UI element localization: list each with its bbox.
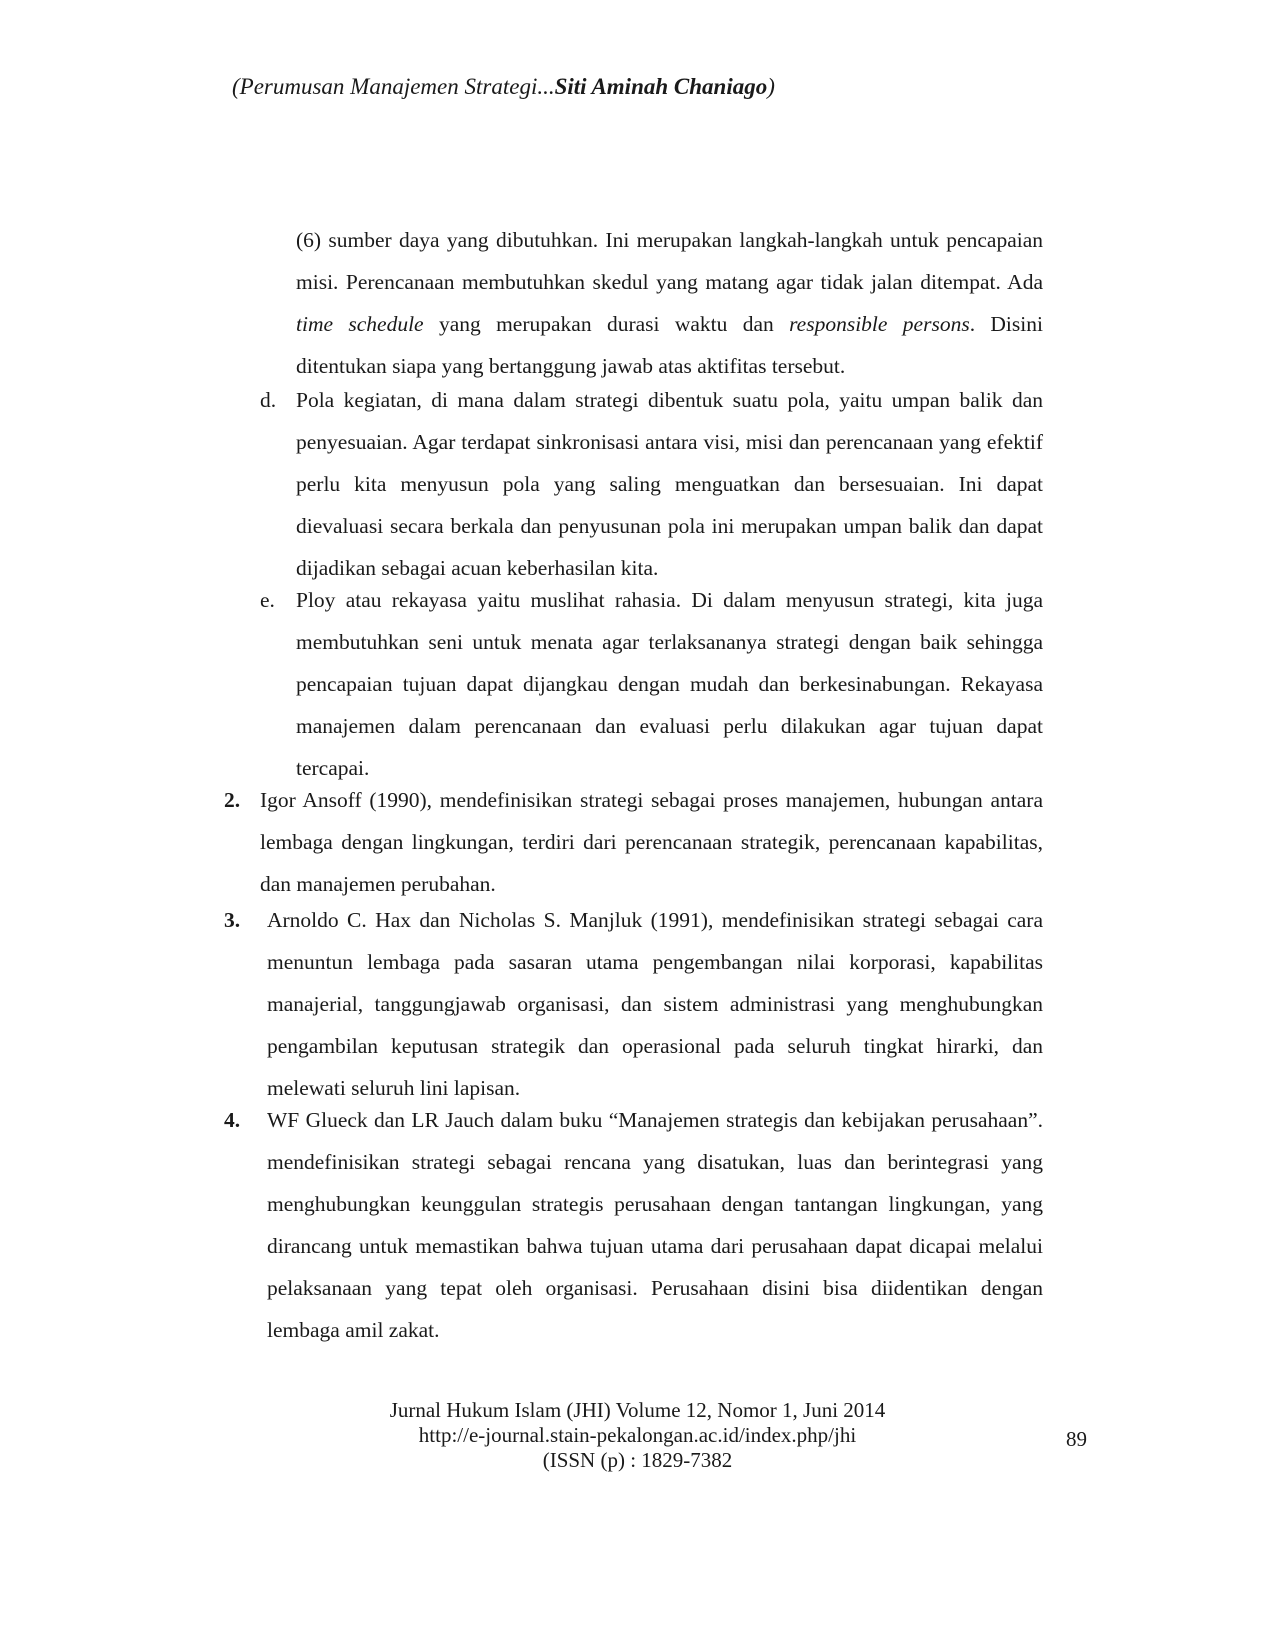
list-item-3-text: Arnoldo C. Hax dan Nicholas S. Manjluk (1991), mendefinisikan strategi sebagai cara menuntun lembaga pada sasaran utama pengembangan nilai korporasi, kapabilitas manajerial, tanggungjawab organisasi, dan sistem administrasi yang menghubungkan pengambilan keputusan strategik dan operasional pada seluruh tingkat hirarki, dan melewati seluruh lini lapisan. [267, 908, 1043, 1100]
continuation-text-1: (6) sumber daya yang dibutuhkan. Ini merupakan langkah-langkah untuk pencapaian misi. Perencanaan membutuhkan skedul yang matang agar tidak jalan ditempat. Ada [296, 228, 1043, 294]
list-item-3 [267, 899, 1043, 1109]
continuation-text-2: yang merupakan durasi waktu dan [423, 312, 790, 336]
list-item-e [296, 579, 1043, 789]
list-item-4-text: WF Glueck dan LR Jauch dalam buku “Manajemen strategis dan kebijakan perusahaan”. mendefinisikan strategi sebagai rencana yang disatukan, luas dan berintegrasi yang menghubungkan keunggulan strategis perusahaan dengan tantangan lingkungan, yang dirancang untuk memastikan bahwa tujuan utama dari perusahaan dapat dicapai melalui pelaksanaan yang tepat oleh organisasi. Perusahaan disini bisa diidentikan dengan lembaga amil zakat. [267, 1108, 1043, 1342]
list-item-e-text: Ploy atau rekayasa yaitu muslihat rahasia. Di dalam menyusun strategi, kita juga membutuhkan seni untuk menata agar terlaksananya strategi dengan baik sehingga pencapaian tujuan dapat dijangkau dengan mudah dan berkesinabungan. Rekayasa manajemen dalam perencanaan dan evaluasi perlu dilakukan agar tujuan dapat tercapai. [296, 588, 1043, 780]
continuation-text-3: . Disini ditentukan siapa yang bertanggung jawab atas aktifitas tersebut. [296, 312, 1043, 378]
paragraph-continuation [296, 219, 1043, 387]
footer-journal: Jurnal Hukum Islam (JHI) Volume 12, Nomor 1, Juni 2014 [389, 1398, 886, 1422]
list-marker-4: 4. [224, 1108, 241, 1132]
footer-url: http://e-journal.stain-pekalongan.ac.id/index.php/jhi [418, 1423, 857, 1447]
running-head-close: ) [767, 74, 775, 99]
term-responsible-persons: responsible persons [789, 312, 970, 336]
list-item-2 [260, 779, 1043, 905]
list-item-d-text: Pola kegiatan, di mana dalam strategi dibentuk suatu pola, yaitu umpan balik dan penyesuaian. Agar terdapat sinkronisasi antara visi, misi dan perencanaan yang efektif perlu kita menyusun pola yang saling menguatkan dan bersesuaian. Ini dapat dievaluasi secara berkala dan penyusunan pola ini merupakan umpan balik dan dapat dijadikan sebagai acuan keberhasilan kita. [296, 388, 1043, 580]
running-head-author: Siti Aminah Chaniago [554, 74, 768, 99]
list-marker-e: e. [260, 588, 275, 612]
list-marker-2: 2. [224, 788, 241, 812]
term-time-schedule: time schedule [296, 312, 424, 336]
page-number: 89 [1066, 1427, 1087, 1451]
list-item-2-text: Igor Ansoff (1990), mendefinisikan strategi sebagai proses manajemen, hubungan antara lembaga dengan lingkungan, terdiri dari perencanaan strategik, perencanaan kapabilitas, dan manajemen perubahan. [260, 788, 1043, 896]
footer-issn: (ISSN (p) : 1829-7382 [542, 1448, 733, 1472]
list-item-4 [267, 1099, 1043, 1351]
running-head-title: (Perumusan Manajemen Strategi... [232, 74, 555, 99]
list-marker-d: d. [260, 388, 277, 412]
list-marker-3: 3. [224, 908, 241, 932]
running-head [232, 74, 775, 100]
list-item-d [296, 379, 1043, 589]
